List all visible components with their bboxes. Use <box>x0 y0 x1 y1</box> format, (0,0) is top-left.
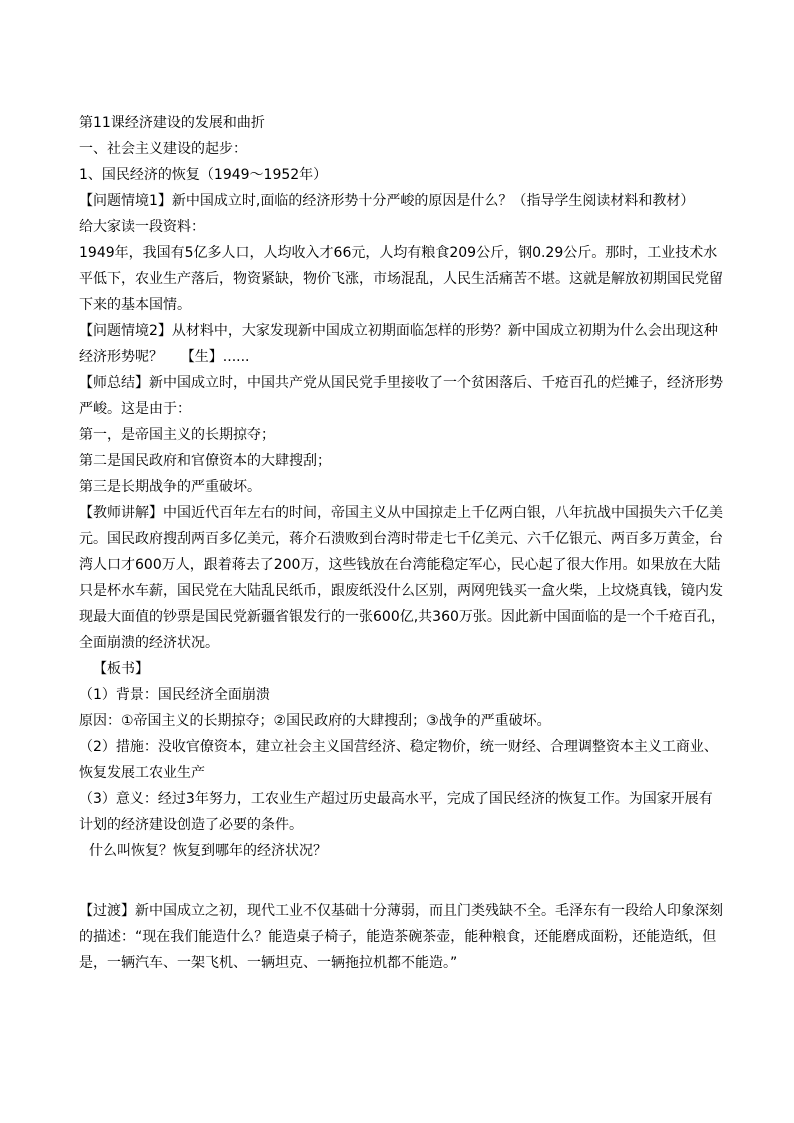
teacher-explanation: 现最大面值的钞票是国民党新疆省银发行的一张600亿,共360万张。因此新中国面临的是一个千疮百孔， <box>79 609 725 625</box>
document-body <box>79 110 725 976</box>
board-line: （1）背景：国民经济全面崩溃 <box>79 687 270 703</box>
question-scenario-1: 【问题情境1】新中国成立时,面临的经济形势十分严峻的原因是什么？（指导学生阅读材料和教材） <box>79 193 695 209</box>
reason-item: 第三是长期战争的严重破坏。 <box>79 479 261 495</box>
lesson-title: 第11课经济建设的发展和曲折 <box>79 115 265 131</box>
teacher-explanation: 【教师讲解】中国近代百年左右的时间，帝国主义从中国掠走上千亿两白银，八年抗战中国损失六千亿美 <box>79 505 723 521</box>
spacer <box>79 890 719 898</box>
material-line: 下来的基本国情。 <box>79 297 191 313</box>
board-line: （2）措施：没收官僚资本，建立社会主义国营经济、稳定物价，统一财经、合理调整资本主义工商业、 <box>79 739 718 755</box>
teacher-explanation: 只是杯水车薪，国民党在大陆乱民纸币，跟废纸没什么区别，两网兜钱买一盒火柴，上坟烧真钱，镜内发 <box>79 583 723 599</box>
teacher-summary: 【师总结】新中国成立时，中国共产党从国民党手里接收了一个贫困落后、千疮百孔的烂摊子，经济形势 <box>79 375 723 391</box>
teacher-explanation: 全面崩溃的经济状况。 <box>79 635 219 651</box>
spacer <box>79 864 719 890</box>
read-intro: 给大家读一段资料： <box>79 219 205 235</box>
transition-line: 是，一辆汽车、一架飞机、一辆坦克、一辆拖拉机都不能造。” <box>79 955 458 971</box>
question-scenario-2: 【问题情境2】从材料中，大家发现新中国成立初期面临怎样的形势？新中国成立初期为什么会出现这种 <box>79 323 718 339</box>
subsection-heading: 1、国民经济的恢复（1949～1952年） <box>79 167 328 183</box>
board-line: 恢复发展工农业生产 <box>79 765 205 781</box>
transition-line: 的描述：“现在我们能造什么？能造桌子椅子，能造茶碗茶壶，能种粮食，还能磨成面粉，还能造纸，但 <box>79 929 717 945</box>
material-line: 平低下，农业生产落后，物资紧缺，物价飞涨，市场混乱，人民生活痛苦不堪。这就是解放初期国民党留 <box>79 271 723 287</box>
board-line: （3）意义：经过3年努力，工农业生产超过历史最高水平，完成了国民经济的恢复工作。为国家开展有 <box>79 791 713 807</box>
reason-item: 第一，是帝国主义的长期掠夺； <box>79 427 275 443</box>
material-line: 1949年，我国有5亿多人口，人均收入才66元，人均有粮食209公斤，钢0.29公斤。那时，工业技术水 <box>79 245 718 261</box>
recovery-question: 什么叫恢复？恢复到哪年的经济状况？ <box>89 843 327 859</box>
transition-line: 【过渡】新中国成立之初，现代工业不仅基础十分薄弱，而且门类残缺不全。毛泽东有一段给人印象深刻 <box>79 903 723 919</box>
teacher-explanation: 湾人口才600万人，跟着蒋去了200万，这些钱放在台湾能稳定军心，民心起了很大作用。如果放在大陆 <box>79 557 721 573</box>
board-title: 【板书】 <box>93 661 149 677</box>
question-scenario-2: 经济形势呢？ 【生】...... <box>79 349 250 365</box>
teacher-explanation: 元。国民政府搜刮两百多亿美元，蒋介石溃败到台湾时带走七千亿美元、六千亿银元、两百多万黄金，台 <box>79 531 723 547</box>
section-heading: 一、社会主义建设的起步： <box>79 141 247 157</box>
board-line: 原因：①帝国主义的长期掠夺；②国民政府的大肆搜刮；③战争的严重破坏。 <box>79 713 551 729</box>
teacher-summary: 严峻。这是由于： <box>79 401 191 417</box>
board-line: 计划的经济建设创造了必要的条件。 <box>79 817 303 833</box>
reason-item: 第二是国民政府和官僚资本的大肆搜刮； <box>79 453 331 469</box>
